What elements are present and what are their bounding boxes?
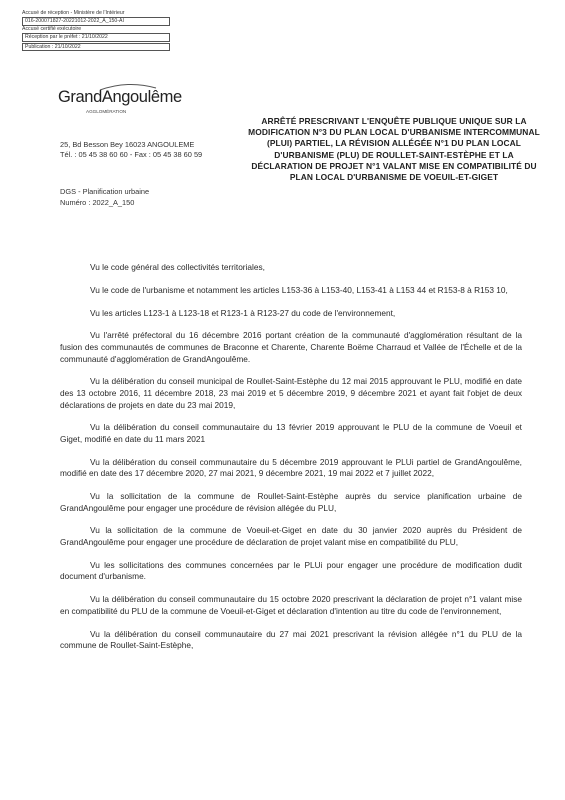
acknowledgement-stamp [22,10,170,51]
considerant-paragraph: Vu les sollicitations des communes concernées par le PLUi pour engager une procédure de modification dudit document d'urbanisme. [60,559,522,582]
considerant-paragraph: Vu la délibération du conseil communautaire du 5 décembre 2019 approuvant le PLUi partiel de GrandAngoulême, modifié en date des 17 décembre 2020, 27 mai 2021, 9 décembre 2021, 19 mai 2022 et 7 juillet 2022, [60,456,522,479]
decree-title: ARRÊTÉ PRESCRIVANT L'ENQUÊTE PUBLIQUE UNIQUE SUR LA MODIFICATION N°3 DU PLAN LOCAL D'URBANISME INTERCOMMUNAL (PLUI) PARTIEL, LA RÉVISION ALLÉGÉE N°1 DU PLAN LOCAL D'URBANISME (PLU) DE ROULLET-SAINT-ESTÈPHE ET LA DÉCLARATION DE PROJET N°1 VALANT MISE EN COMPATIBILITÉ DU PLAN LOCAL D'URBANISME DE VOEUIL-ET-GIGET [248,116,540,183]
decree-number: Numéro : 2022_A_150 [60,197,135,207]
stamp-publication-date: Publication : 21/10/2022 [22,43,170,51]
phone-fax-line: Tél. : 05 45 38 60 60 - Fax : 05 45 38 60 59 [60,149,203,159]
considerant-paragraph: Vu la délibération du conseil communautaire du 15 octobre 2020 prescrivant la déclaration de projet n°1 valant mise en compatibilité du PLU de la commune de Voeuil-et-Giget et déclaration d'intention au titre du code de l'environnement, [60,594,522,616]
address-block [60,140,202,159]
considerant-paragraph: Vu le code général des collectivités territoriales, [90,262,265,272]
considerant-paragraph: Vu la délibération du conseil communautaire du 13 février 2019 approuvant le PLU de la commune de Voeuil et Giget, modifié en date du 11 mars 2021 [60,422,522,444]
stamp-reception-date: Réception par le préfet : 21/10/2022 [22,33,170,41]
considerant-paragraph: Vu le code de l'urbanisme et notamment les articles L153-36 à L153-40, L153-41 à L153 44 et R153-8 à R153 10, [90,284,508,295]
logo-name: GrandAngoulême [58,88,182,106]
address-line: 25, Bd Besson Bey 16023 ANGOULEME [60,140,195,149]
logo-tagline: AGGLOMÉRATION [86,109,127,114]
considerant-paragraph: Vu les articles L123-1 à L123-18 et R123-1 à R123-27 du code de l'environnement, [90,307,396,318]
considerant-paragraph: Vu la délibération du conseil communautaire du 27 mai 2021 prescrivant la révision allégée n°1 du PLU de la commune de Roullet-Saint-Estèphe, [60,628,522,651]
document-body [60,262,522,663]
considerant-paragraph: Vu la délibération du conseil municipal de Roullet-Saint-Estèphe du 12 mai 2015 approuvant le PLU, modifié en date des 13 octobre 2016, 11 décembre 2018, 23 mai 2019 et 5 décembre 2019, 9 décembre 2021 et ayant fait l'objet de deux déclarations de projets en date du 23 mai 2019, [60,376,522,410]
stamp-heading: Accusé de réception - Ministère de l'Intérieur [22,10,125,16]
considerant-paragraph: Vu la sollicitation de la commune de Roullet-Saint-Estèphe auprès du service planification urbaine de GrandAngoulême pour engager une procédure de révision allégée du PLU, [60,491,522,513]
service-label: DGS - Planification urbaine [60,187,150,196]
stamp-status: Accusé certifié exécutoire [22,25,82,32]
stamp-reference: 016-200071827-20221012-2022_A_150-AI [22,17,170,25]
considerant-paragraph: Vu la sollicitation de la commune de Voeuil-et-Giget en date du 30 janvier 2020 auprès du Président de GrandAngoulême pour engager une procédure de déclaration de projet valant mise en compatibilité du PLU, [60,525,522,547]
grandangouleme-logo [58,82,208,122]
reference-block [60,187,149,208]
considerant-paragraph: Vu l'arrêté préfectoral du 16 décembre 2016 portant création de la communauté d'agglomération résultant de la fusion des communautés de communes de Braconne et Charente, Charente Boëme Charraud et Vallée de l'Échelle et de la communauté d'agglomération de GrandAngoulême. [60,330,522,364]
